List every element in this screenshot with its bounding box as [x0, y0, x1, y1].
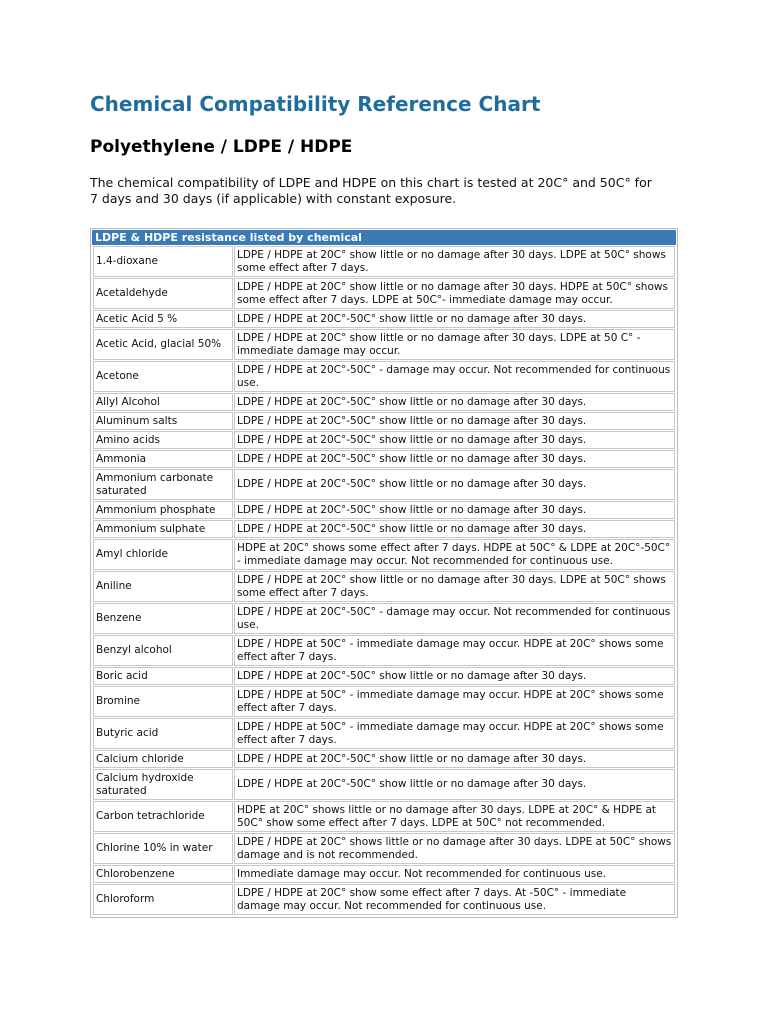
chemical-cell: Chlorine 10% in water [93, 833, 233, 864]
table-row [93, 412, 675, 430]
chemical-cell: Boric acid [93, 667, 233, 685]
chemical-cell: Ammonium carbonate saturated [93, 469, 233, 500]
chemical-cell: Ammonium phosphate [93, 501, 233, 519]
resistance-cell: LDPE / HDPE at 20C° show little or no damage after 30 days. LDPE at 50C° shows some effect after 7 days. [234, 571, 675, 602]
resistance-cell: LDPE / HDPE at 20C°-50C° show little or no damage after 30 days. [234, 431, 675, 449]
page-subtitle: Polyethylene / LDPE / HDPE [90, 137, 353, 157]
table-row [93, 571, 675, 602]
chemical-cell: Amino acids [93, 431, 233, 449]
resistance-cell: LDPE / HDPE at 50C° - immediate damage may occur. HDPE at 20C° shows some effect after 7 days. [234, 635, 675, 666]
table-row [93, 769, 675, 800]
table-row [93, 501, 675, 519]
resistance-cell: LDPE / HDPE at 20C°-50C° show little or no damage after 30 days. [234, 393, 675, 411]
chemical-cell: Carbon tetrachloride [93, 801, 233, 832]
resistance-cell: LDPE / HDPE at 20C°-50C° - damage may occur. Not recommended for continuous use. [234, 361, 675, 392]
chemical-cell: Aluminum salts [93, 412, 233, 430]
chemical-cell: Butyric acid [93, 718, 233, 749]
table-row [93, 361, 675, 392]
chemical-cell: Acetic Acid 5 % [93, 310, 233, 328]
table-row [93, 603, 675, 634]
chemical-cell: Benzene [93, 603, 233, 634]
resistance-cell: LDPE / HDPE at 20C° shows little or no damage after 30 days. LDPE at 50C° shows damage and is not recommended. [234, 833, 675, 864]
resistance-cell: LDPE / HDPE at 20C° show little or no damage after 30 days. LDPE at 50C° shows some effect after 7 days. [234, 246, 675, 277]
chemical-cell: Amyl chloride [93, 539, 233, 570]
resistance-cell: LDPE / HDPE at 20C°-50C° show little or no damage after 30 days. [234, 469, 675, 500]
table-row [93, 520, 675, 538]
resistance-cell: LDPE / HDPE at 20C° show little or no damage after 30 days. LDPE at 50 C° - immediate damage may occur. [234, 329, 675, 360]
table-row [93, 635, 675, 666]
resistance-cell: LDPE / HDPE at 20C° show little or no damage after 30 days. HDPE at 50C° shows some effect after 7 days. LDPE at 50C°- immediate damage may occur. [234, 278, 675, 309]
chemical-cell: Calcium chloride [93, 750, 233, 768]
resistance-cell: LDPE / HDPE at 20C°-50C° show little or no damage after 30 days. [234, 520, 675, 538]
chemical-cell: Calcium hydroxide saturated [93, 769, 233, 800]
table-row [93, 539, 675, 570]
resistance-cell: LDPE / HDPE at 20C°-50C° show little or no damage after 30 days. [234, 501, 675, 519]
table-row [93, 450, 675, 468]
chemical-cell: Acetone [93, 361, 233, 392]
chemical-cell: Allyl Alcohol [93, 393, 233, 411]
table-row [93, 718, 675, 749]
chemical-cell: Acetaldehyde [93, 278, 233, 309]
resistance-cell: LDPE / HDPE at 20C°-50C° show little or no damage after 30 days. [234, 750, 675, 768]
chemical-cell: Chlorobenzene [93, 865, 233, 883]
resistance-cell: HDPE at 20C° shows little or no damage after 30 days. LDPE at 20C° & HDPE at 50C° show some effect after 7 days. LDPE at 50C° not recommended. [234, 801, 675, 832]
chemical-cell: Ammonium sulphate [93, 520, 233, 538]
table-row [93, 833, 675, 864]
chemical-cell: Acetic Acid, glacial 50% [93, 329, 233, 360]
chemical-cell: Chloroform [93, 884, 233, 915]
table-row [93, 431, 675, 449]
table-row [93, 667, 675, 685]
resistance-cell: LDPE / HDPE at 20C°-50C° show little or no damage after 30 days. [234, 450, 675, 468]
table-row [93, 865, 675, 883]
resistance-cell: LDPE / HDPE at 50C° - immediate damage may occur. HDPE at 20C° shows some effect after 7 days. [234, 718, 675, 749]
resistance-cell: Immediate damage may occur. Not recommended for continuous use. [234, 865, 675, 883]
table-row [93, 750, 675, 768]
chemical-cell: Bromine [93, 686, 233, 717]
resistance-table [92, 245, 676, 916]
chemical-cell: Ammonia [93, 450, 233, 468]
chart-header: LDPE & HDPE resistance listed by chemical [92, 230, 676, 245]
table-row [93, 686, 675, 717]
table-row [93, 329, 675, 360]
table-row [93, 469, 675, 500]
resistance-cell: LDPE / HDPE at 20C°-50C° show little or no damage after 30 days. [234, 310, 675, 328]
table-row [93, 801, 675, 832]
resistance-cell: LDPE / HDPE at 20C°-50C° show little or no damage after 30 days. [234, 667, 675, 685]
intro-paragraph: The chemical compatibility of LDPE and HDPE on this chart is tested at 20C° and 50C° for 7 days and 30 days (if applicable) with constant exposure. [90, 175, 652, 206]
resistance-chart [90, 228, 678, 918]
table-row [93, 246, 675, 277]
chemical-cell: Aniline [93, 571, 233, 602]
resistance-cell: LDPE / HDPE at 20C°-50C° - damage may occur. Not recommended for continuous use. [234, 603, 675, 634]
page-title: Chemical Compatibility Reference Chart [90, 92, 541, 116]
resistance-cell: LDPE / HDPE at 20C°-50C° show little or no damage after 30 days. [234, 769, 675, 800]
table-row [93, 884, 675, 915]
resistance-cell: LDPE / HDPE at 20C°-50C° show little or no damage after 30 days. [234, 412, 675, 430]
table-row [93, 278, 675, 309]
chemical-cell: Benzyl alcohol [93, 635, 233, 666]
resistance-cell: HDPE at 20C° shows some effect after 7 days. HDPE at 50C° & LDPE at 20C°-50C° - immediate damage may occur. Not recommended for continuous use. [234, 539, 675, 570]
resistance-cell: LDPE / HDPE at 20C° show some effect after 7 days. At -50C° - immediate damage may occur. Not recommended for continuous use. [234, 884, 675, 915]
resistance-cell: LDPE / HDPE at 50C° - immediate damage may occur. HDPE at 20C° shows some effect after 7 days. [234, 686, 675, 717]
table-row [93, 393, 675, 411]
chemical-cell: 1.4-dioxane [93, 246, 233, 277]
table-row [93, 310, 675, 328]
